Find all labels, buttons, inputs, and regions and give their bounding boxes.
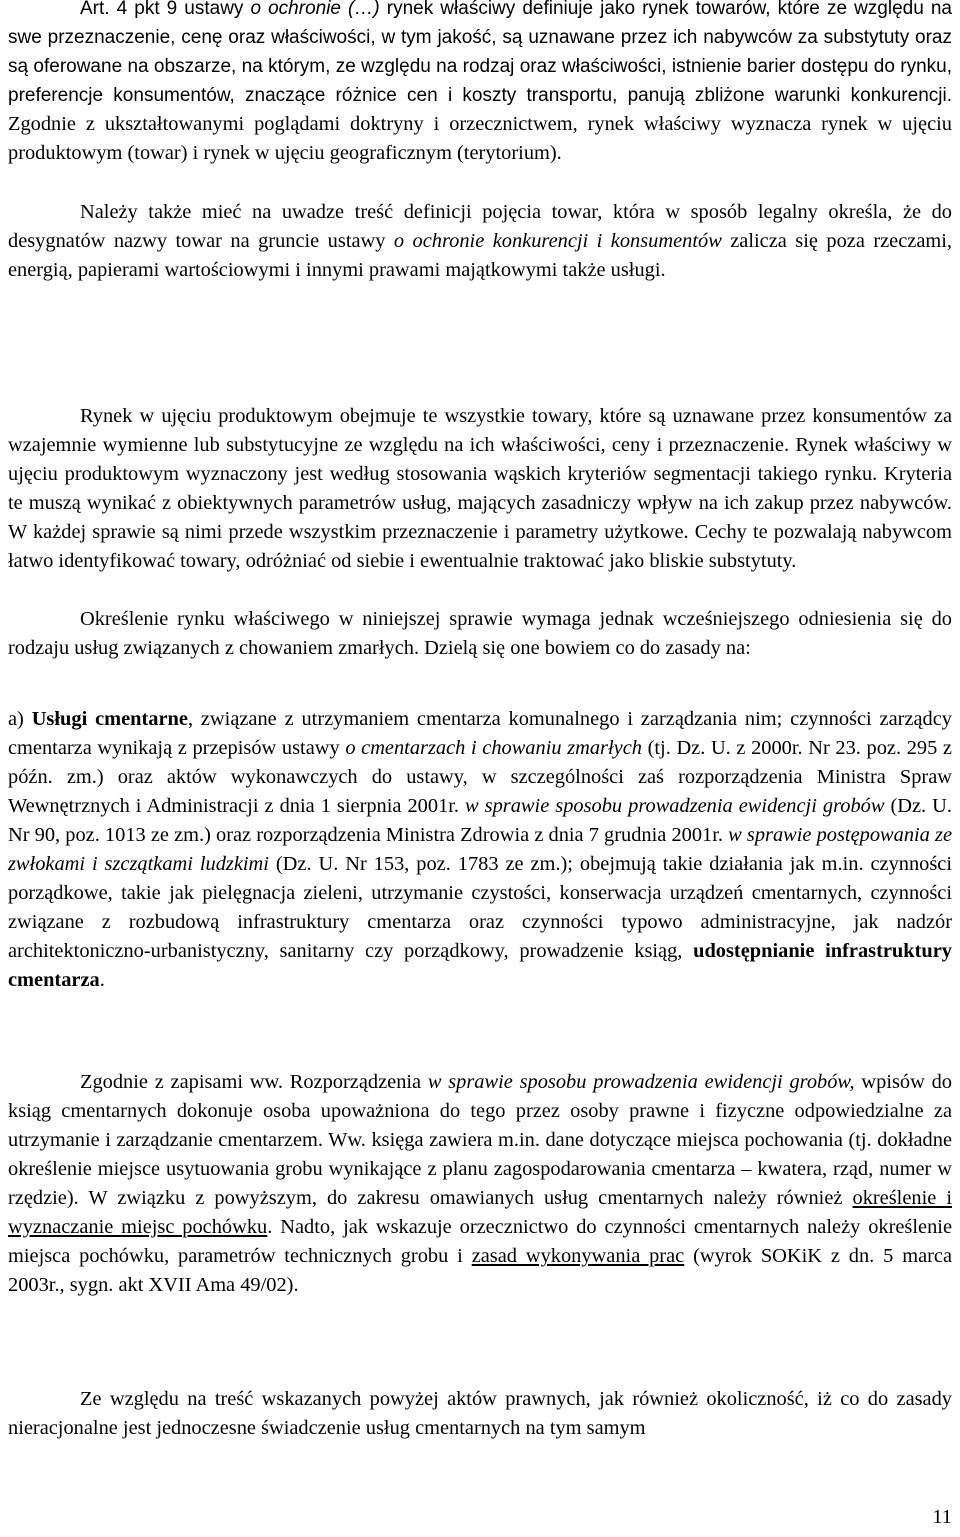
paragraph-okreslenie-rynku: Określenie rynku właściwego w niniejszej sprawie wymaga jednak wcześniejszego odniesienia się do rodzaju usług związanych z chowaniem zmarłych. Dzielą się one bowiem co do zasady na:	[8, 608, 952, 659]
text-span: (wyrok SOKiK z dn. 5 marca 2003r., sygn. akt XVII Ama 49/02).	[8, 1245, 953, 1296]
list-item-a-uslugi-cmentarne	[8, 705, 952, 995]
paragraph-towar-definition	[8, 198, 952, 285]
text-span: .	[99, 969, 105, 991]
underlined-term: zasad wykonywania prac	[471, 1245, 685, 1267]
regulation-name: w sprawie sposobu prowadzenia ewidencji grobów	[465, 795, 885, 817]
paragraph-ze-wzgledu: Ze względu na treść wskazanych powyżej aktów prawnych, jak również okoliczność, iż co do zasady nieracjonalne jest jednoczesne świadczenie usług cmentarnych na tym samym	[8, 1388, 952, 1439]
text-span: (Dz. U. Nr 90, poz. 1013 ze zm.) oraz rozporządzenia Ministra Zdrowia z dnia 7 grudnia 2001r.	[8, 795, 952, 846]
paragraph-zgodnie-z-zapisami	[8, 1068, 952, 1300]
regulation-name: w sprawie sposobu prowadzenia ewidencji grobów,	[427, 1071, 855, 1093]
bold-term: Usługi cmentarne	[31, 708, 188, 730]
text-span: (Dz. U. Nr 153, poz. 1783 ze zm.); obejmują takie działania jak m.in. czynności porządkowe, takie jak pielęgnacja zieleni, utrzymanie czystości, konserwacja urządzeń cmentarnych, czynności związane z rozbudową infrastruktury cmentarza oraz czynności typowo administracyjne, jak nadzór architektoniczno-urbanistyczny, sanitarny czy porządkowy, prowadzenie ksiąg,	[8, 853, 953, 962]
text-span: Zgodnie z zapisami ww. Rozporządzenia	[80, 1071, 428, 1093]
underlined-term: określenie i wyznaczanie miejsc pochówku	[8, 1187, 953, 1238]
text-span: Należy także mieć na uwadze treść definicji pojęcia towar, która w sposób legalny określa, że do desygnatów nazwy towar na gruncie ustawy	[8, 201, 952, 252]
text-span: Zgodnie z ukształtowanymi poglądami doktryny i orzecznictwem, rynek właściwy wyznacza rynek w ujęciu produktowym (towar) i rynek w ujęciu geograficznym (terytorium).	[8, 113, 952, 164]
regulation-name: w sprawie postępowania ze zwłokami i szczątkami ludzkimi	[8, 824, 952, 875]
paragraph-rynek-produktowy: Rynek w ujęciu produktowym obejmuje te wszystkie towary, które są uznawane przez konsumentów za wzajemnie wymienne lub substytucyjne ze względu na ich właściwości, ceny i przeznaczenie. Rynek właściwy w ujęciu produktowym wyznaczony jest według stosowania wąskich kryteriów segmentacji takiego rynku. Kryteria te muszą wynikać z obiektywnych parametrów usług, mających zasadniczy wpływ na ich zakup przez nabywców. W każdej sprawie są nimi przede wszystkim przeznaczenie i parametry użytkowe. Cechy te pozwalają nabywcom łatwo identyfikować towary, odróżniać od siebie i ewentualnie traktować jako bliskie substytuty.	[8, 405, 952, 572]
text-span: Art. 4 pkt 9 ustawy	[80, 0, 251, 19]
text-span: wpisów do ksiąg cmentarnych dokonuje osoba upoważniona do tego przez osoby prawne i fizyczne odpowiedzialne za utrzymanie i zarządzanie cmentarzem. Ww. księga zawiera m.in. dane dotyczące miejsca pochowania (tj. dokładne określenie miejsce usytuowania grobu wynikające z planu zagospodarowania cmentarza – kwatera, rząd, numer w rzędzie). W związku z powyższym, do zakresu omawianych usług cmentarnych należy również	[8, 1071, 952, 1209]
text-span: . Nadto, jak wskazuje orzecznictwo do czynności cmentarnych należy określenie miejsca pochówku, parametrów technicznych grobu i	[8, 1216, 952, 1267]
list-label: a)	[8, 708, 32, 730]
text-span: (tj. Dz. U. z 2000r. Nr 23. poz. 295 z późn. zm.) oraz aktów wykonawczych do ustawy, w szczególności zaś rozporządzenia Ministra Spraw Wewnętrznych i Administracji z dnia 1 sierpnia 2001r.	[8, 737, 952, 817]
paragraph-art-4	[8, 0, 952, 168]
text-span: , związane z utrzymaniem cmentarza komunalnego i zarządzania nim; czynności zarządcy cmentarza wynikają z przepisów ustawy	[8, 708, 952, 759]
statute-name: o ochronie konkurencji i konsumentów	[393, 230, 722, 252]
page-number: 11	[932, 1506, 952, 1528]
text-span: rynek właściwy definiuje jako rynek towarów, które ze względu na swe przeznaczenie, cenę oraz właściwości, w tym jakość, są uznawane przez ich nabywców za substytuty oraz są oferowane na obszarze, na którym, ze względu na rodzaj oraz właściwości, istnienie barier dostępu do rynku, preferencje konsumentów, znaczące różnice cen i koszty transportu, panują zbliżone warunki konkurencji.	[8, 0, 952, 106]
statute-name: o ochronie (…)	[250, 0, 380, 19]
bold-term: udostępnianie infrastruktury cmentarza	[8, 940, 952, 991]
statute-name: o cmentarzach i chowaniu zmarłych	[345, 737, 642, 759]
text-span: zalicza się poza rzeczami, energią, papierami wartościowymi i innymi prawami majątkowymi także usługi.	[8, 230, 952, 281]
